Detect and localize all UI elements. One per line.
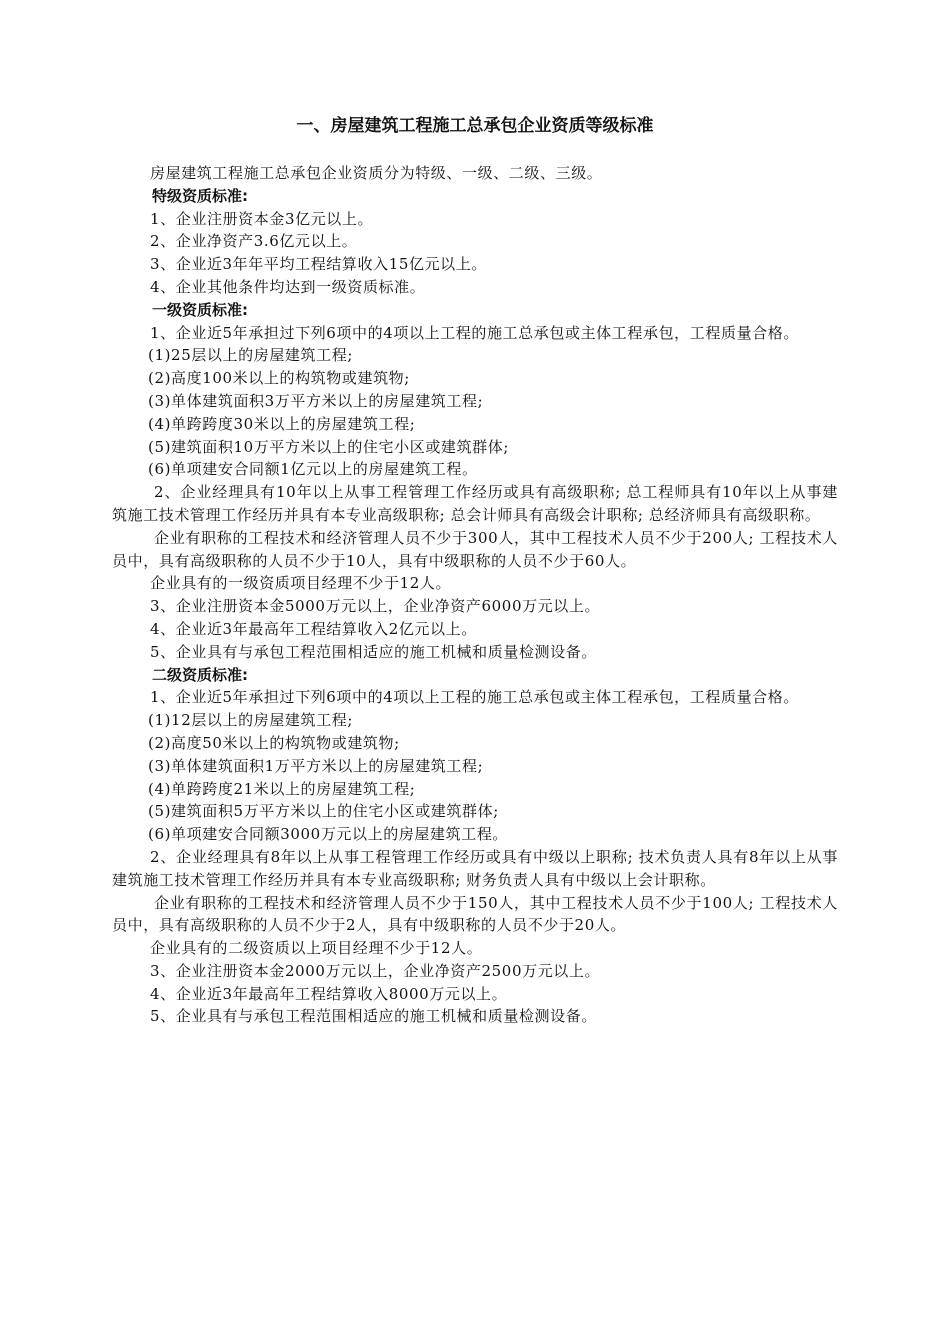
level2-item-2: 2、企业经理具有8年以上从事工程管理工作经历或具有中级以上职称; 技术负责人具有8年以上从事建筑施工技术管理工作经历并具有本专业高级职称; 财务负责人具有中级以上会计职称。 [112, 847, 838, 889]
level1-subitem: (6)单项建安合同额1亿元以上的房屋建筑工程。 [148, 460, 478, 479]
special-item: 2、企业净资产3.6亿元以上。 [150, 232, 358, 251]
level2-subitem: (5)建筑面积5万平方米以上的住宅小区或建筑群体; [148, 802, 499, 821]
document-title: 一、房屋建筑工程施工总承包企业资质等级标准 [296, 116, 654, 136]
level1-heading: 一级资质标准: [152, 300, 248, 319]
level1-item-2: 2、企业经理具有10年以上从事工程管理工作经历或具有高级职称; 总工程师具有10年以上从事建筑施工技术管理工作经历并具有本专业高级职称; 总会计师具有高级会计职称; 总经济师具有高级职称。 [112, 483, 838, 524]
level2-item-1: 1、企业近5年承担过下列6项中的4项以上工程的施工总承包或主体工程承包，工程质量合格。 [150, 688, 799, 707]
level1-subitem: (4)单跨跨度30米以上的房屋建筑工程; [148, 414, 416, 433]
special-grade-heading: 特级资质标准: [152, 186, 248, 205]
level2-subitem: (4)单跨跨度21米以上的房屋建筑工程; [148, 779, 416, 798]
level2-staff-paragraph: 企业有职称的工程技术和经济管理人员不少于150人，其中工程技术人员不少于100人; 工程技术人员中，具有高级职称的人员不少于2人，具有中级职称的人员不少于20人。 [112, 893, 838, 935]
level1-staff-paragraph: 企业有职称的工程技术和经济管理人员不少于300人，其中工程技术人员不少于200人; 工程技术人员中，具有高级职称的人员不少于10人，具有中级职称的人员不少于60人。 [112, 528, 838, 570]
intro-paragraph: 房屋建筑工程施工总承包企业资质分为特级、一级、二级、三级。 [150, 164, 603, 182]
level2-subitem: (3)单体建筑面积1万平方米以上的房屋建筑工程; [148, 756, 484, 775]
level2-subitem: (1)12层以上的房屋建筑工程; [148, 711, 353, 730]
level2-heading: 二级资质标准: [152, 665, 248, 684]
level1-subitem: (5)建筑面积10万平方米以上的住宅小区或建筑群体; [148, 437, 509, 456]
special-item: 4、企业其他条件均达到一级资质标准。 [150, 277, 426, 296]
level2-manager-paragraph: 企业具有的二级资质以上项目经理不少于12人。 [150, 939, 483, 958]
level2-subitem: (6)单项建安合同额3000万元以上的房屋建筑工程。 [148, 825, 509, 844]
level1-subitem: (2)高度100米以上的构筑物或建筑物; [148, 369, 410, 388]
level1-item-5: 5、企业具有与承包工程范围相适应的施工机械和质量检测设备。 [150, 642, 597, 661]
level1-subitem: (3)单体建筑面积3万平方米以上的房屋建筑工程; [148, 391, 484, 410]
level1-subitem: (1)25层以上的房屋建筑工程; [148, 346, 353, 365]
level2-item-4: 4、企业近3年最高年工程结算收入8000万元以上。 [150, 984, 508, 1003]
level2-item-5: 5、企业具有与承包工程范围相适应的施工机械和质量检测设备。 [150, 1007, 597, 1026]
level2-subitem: (2)高度50米以上的构筑物或建筑物; [148, 733, 400, 752]
level2-item-3: 3、企业注册资本金2000万元以上，企业净资产2500万元以上。 [150, 961, 601, 980]
document-page [112, 112, 838, 1028]
level1-manager-paragraph: 企业具有的一级资质项目经理不少于12人。 [150, 574, 452, 593]
special-item: 3、企业近3年年平均工程结算收入15亿元以上。 [150, 255, 487, 274]
level1-item-1: 1、企业近5年承担过下列6项中的4项以上工程的施工总承包或主体工程承包，工程质量合格。 [150, 323, 799, 342]
level1-item-4: 4、企业近3年最高年工程结算收入2亿元以上。 [150, 619, 477, 638]
special-item: 1、企业注册资本金3亿元以上。 [150, 209, 374, 228]
level1-item-3: 3、企业注册资本金5000万元以上，企业净资产6000万元以上。 [150, 597, 601, 616]
